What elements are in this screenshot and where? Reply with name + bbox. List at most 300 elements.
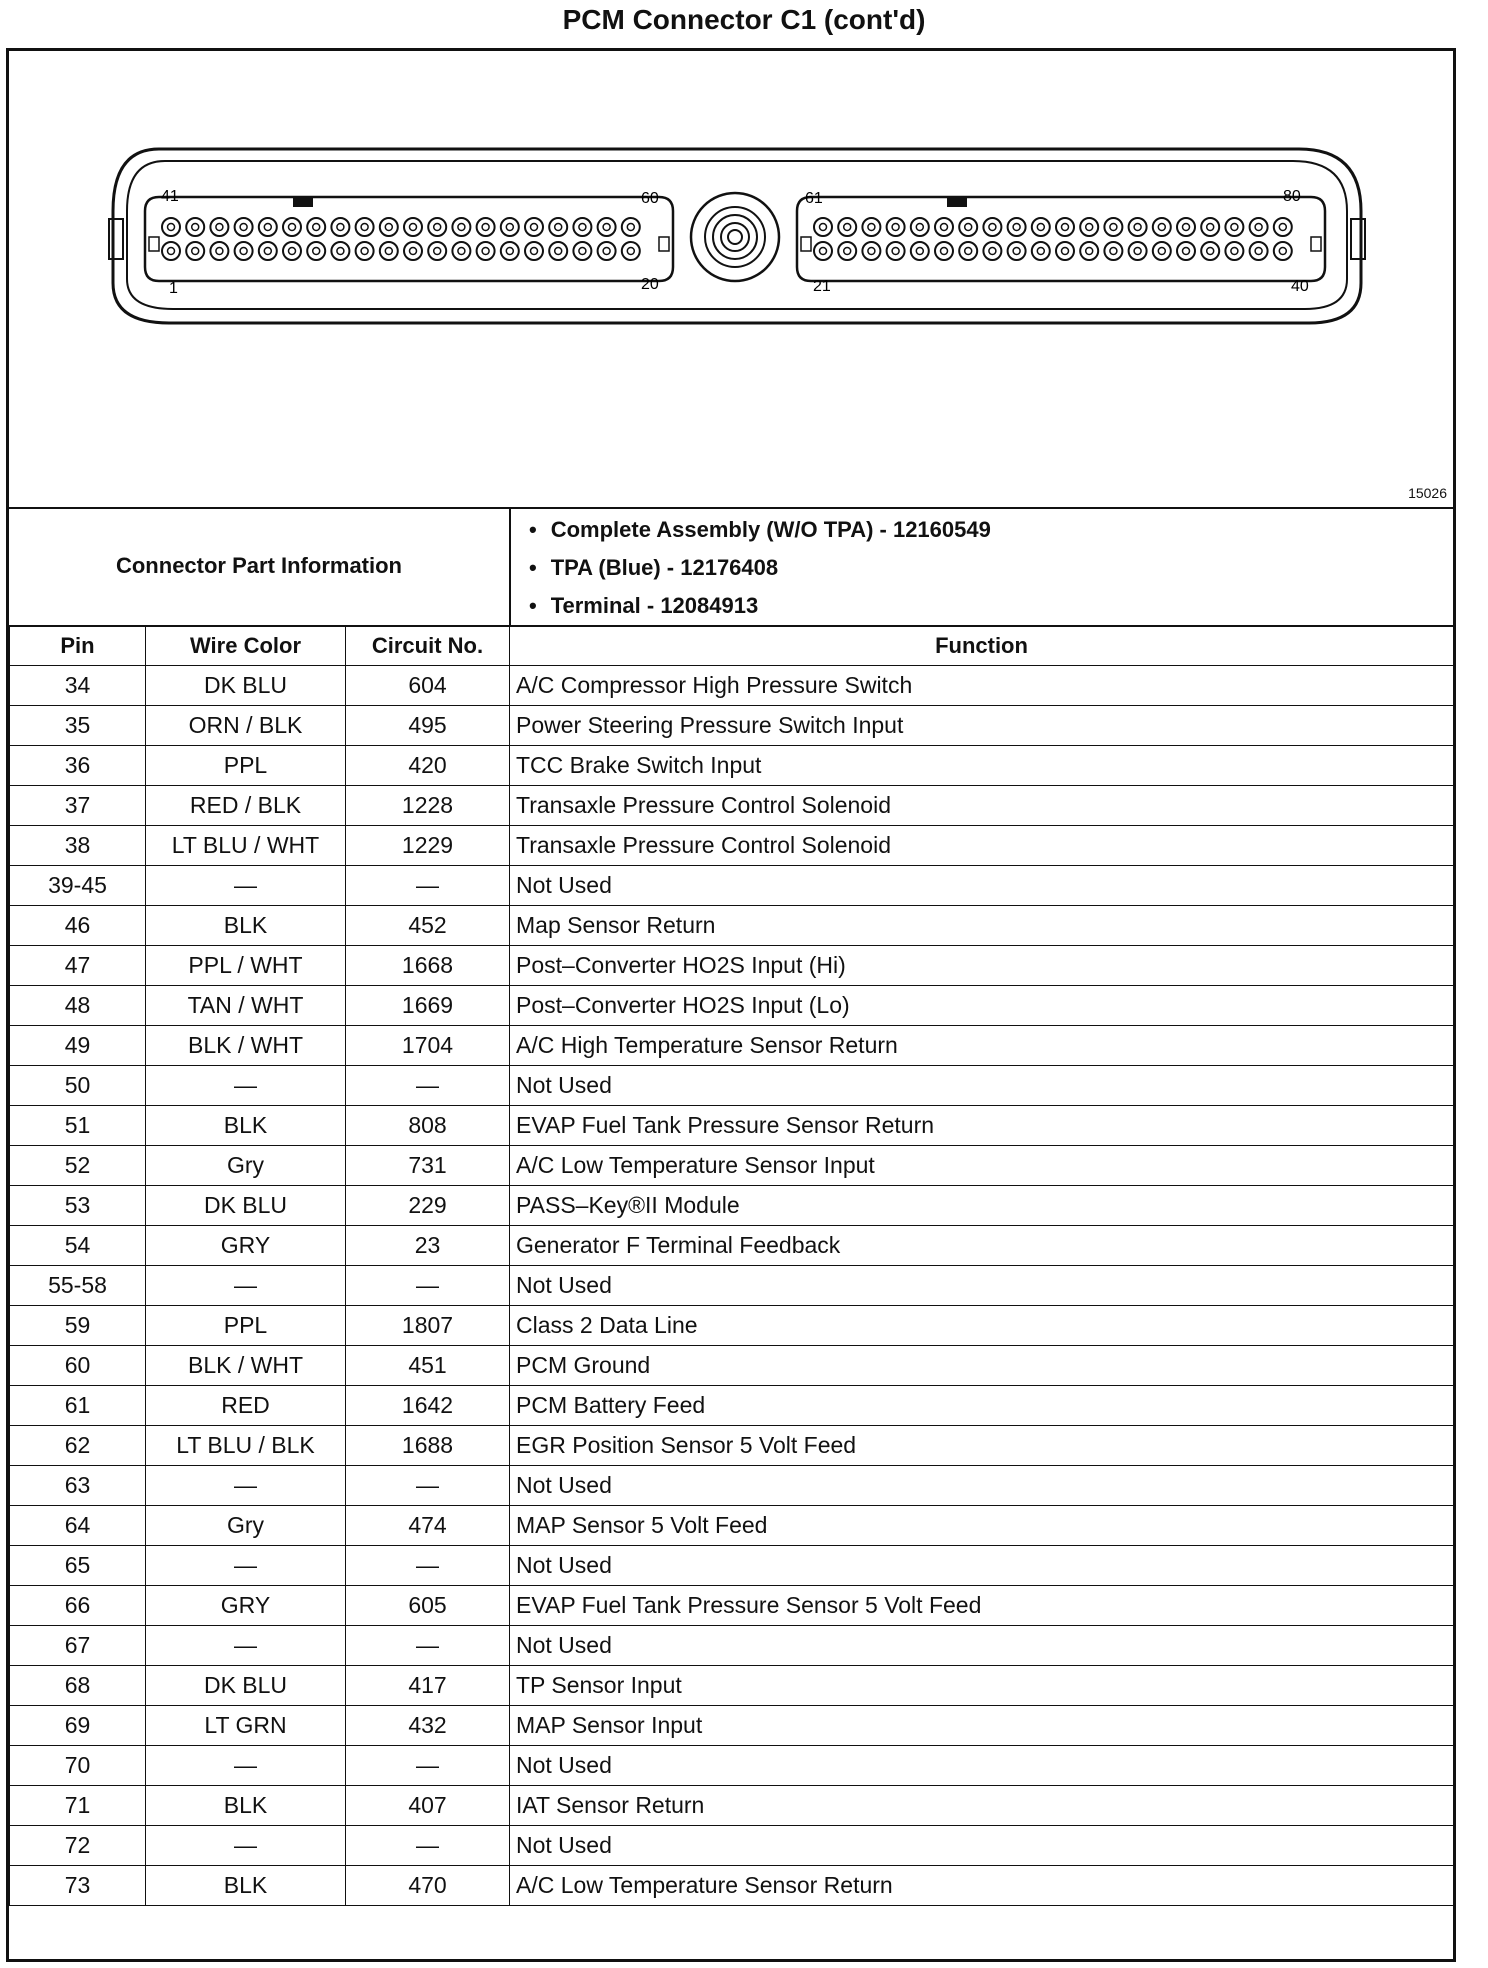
- terminal-cavity: [622, 242, 640, 260]
- pinout-table-body: [10, 666, 1454, 1906]
- table-row: [10, 1786, 1454, 1826]
- function-cell: Not Used: [510, 866, 1454, 906]
- terminal-cavity: [1104, 242, 1122, 260]
- wire-color-cell: BLK / WHT: [146, 1026, 346, 1066]
- terminal-cavity: [1225, 242, 1243, 260]
- circuit-cell: 1704: [346, 1026, 510, 1066]
- circuit-cell: 1688: [346, 1426, 510, 1466]
- terminal-cavity-inner: [289, 248, 296, 255]
- part-info-label: Connector Part Information: [9, 507, 511, 625]
- terminal-cavity: [404, 218, 422, 236]
- function-cell: EVAP Fuel Tank Pressure Sensor Return: [510, 1106, 1454, 1146]
- circuit-cell: 495: [346, 706, 510, 746]
- terminal-cavity: [598, 242, 616, 260]
- terminal-cavity: [862, 218, 880, 236]
- terminal-cavity-inner: [1037, 248, 1044, 255]
- function-cell: Post–Converter HO2S Input (Hi): [510, 946, 1454, 986]
- terminal-cavity: [283, 242, 301, 260]
- circuit-cell: 452: [346, 906, 510, 946]
- header-wire-color: Wire Color: [146, 626, 346, 666]
- wire-color-cell: —: [146, 1746, 346, 1786]
- terminal-cavity-inner: [1086, 248, 1093, 255]
- pin-cell: 71: [10, 1786, 146, 1826]
- terminal-cavity-inner: [410, 248, 417, 255]
- terminal-cavity: [428, 218, 446, 236]
- terminal-cavity: [911, 242, 929, 260]
- pin-cell: 73: [10, 1866, 146, 1906]
- part-info-item: • TPA (Blue) - 12176408: [529, 549, 991, 587]
- function-cell: Not Used: [510, 1466, 1454, 1506]
- connector-illustration: [9, 51, 1453, 507]
- terminal-cavity-inner: [240, 248, 247, 255]
- wire-color-cell: DK BLU: [146, 1186, 346, 1226]
- circuit-cell: 451: [346, 1346, 510, 1386]
- function-cell: Transaxle Pressure Control Solenoid: [510, 786, 1454, 826]
- terminal-cavity-inner: [844, 224, 851, 231]
- terminal-cavity: [1032, 218, 1050, 236]
- wire-color-cell: —: [146, 1266, 346, 1306]
- pin-label-61: 61: [805, 190, 823, 207]
- pin-cell: 59: [10, 1306, 146, 1346]
- circuit-cell: 604: [346, 666, 510, 706]
- table-header-row: [10, 626, 1454, 666]
- terminal-cavity-inner: [965, 224, 972, 231]
- table-row: [10, 1466, 1454, 1506]
- terminal-cavity-inner: [916, 224, 923, 231]
- table-row: [10, 666, 1454, 706]
- table-row: [10, 1066, 1454, 1106]
- circuit-cell: —: [346, 1066, 510, 1106]
- circuit-cell: 1229: [346, 826, 510, 866]
- pin-cell: 37: [10, 786, 146, 826]
- pin-cell: 72: [10, 1826, 146, 1866]
- terminal-cavity-inner: [337, 224, 344, 231]
- terminal-cavity-inner: [361, 248, 368, 255]
- terminal-cavity-inner: [1255, 248, 1262, 255]
- circuit-cell: 605: [346, 1586, 510, 1626]
- terminal-cavity: [501, 218, 519, 236]
- terminal-cavity-inner: [1134, 248, 1141, 255]
- terminal-cavity-inner: [989, 224, 996, 231]
- table-row: [10, 786, 1454, 826]
- circuit-cell: 1642: [346, 1386, 510, 1426]
- function-cell: A/C High Temperature Sensor Return: [510, 1026, 1454, 1066]
- table-row: [10, 1386, 1454, 1426]
- function-cell: Not Used: [510, 1826, 1454, 1866]
- pin-cell: 46: [10, 906, 146, 946]
- terminal-cavity-inner: [192, 224, 199, 231]
- circuit-cell: 731: [346, 1146, 510, 1186]
- terminal-cavity-inner: [482, 224, 489, 231]
- terminal-cavity-inner: [579, 248, 586, 255]
- terminal-cavity-inner: [555, 224, 562, 231]
- terminal-cavity: [1201, 242, 1219, 260]
- pin-cell: 66: [10, 1586, 146, 1626]
- function-cell: PCM Ground: [510, 1346, 1454, 1386]
- terminal-cavity: [911, 218, 929, 236]
- table-row: [10, 946, 1454, 986]
- table-row: [10, 1426, 1454, 1466]
- table-row: [10, 826, 1454, 866]
- pin-cell: 62: [10, 1426, 146, 1466]
- terminal-cavity-inner: [868, 248, 875, 255]
- terminal-cavity-inner: [1183, 248, 1190, 255]
- table-row: [10, 746, 1454, 786]
- wire-color-cell: GRY: [146, 1586, 346, 1626]
- terminal-cavity-inner: [820, 224, 827, 231]
- terminal-cavity: [814, 218, 832, 236]
- terminal-cavity: [1056, 242, 1074, 260]
- function-cell: PASS–Key®II Module: [510, 1186, 1454, 1226]
- terminal-cavity: [887, 218, 905, 236]
- terminal-cavity: [1080, 242, 1098, 260]
- pin-cell: 35: [10, 706, 146, 746]
- terminal-cavity: [935, 242, 953, 260]
- wire-color-cell: BLK: [146, 1106, 346, 1146]
- circuit-cell: —: [346, 1626, 510, 1666]
- table-row: [10, 1226, 1454, 1266]
- terminal-cavity-inner: [385, 224, 392, 231]
- circuit-cell: 1228: [346, 786, 510, 826]
- circuit-cell: —: [346, 1546, 510, 1586]
- function-cell: Not Used: [510, 1746, 1454, 1786]
- wire-color-cell: PPL / WHT: [146, 946, 346, 986]
- function-cell: Post–Converter HO2S Input (Lo): [510, 986, 1454, 1026]
- terminal-cavity: [959, 242, 977, 260]
- terminal-cavity-inner: [989, 248, 996, 255]
- terminal-cavity: [1032, 242, 1050, 260]
- table-row: [10, 1026, 1454, 1066]
- pin-cell: 39-45: [10, 866, 146, 906]
- part-info-item: • Terminal - 12084913: [529, 587, 991, 625]
- pin-cell: 52: [10, 1146, 146, 1186]
- terminal-cavity-inner: [168, 224, 175, 231]
- function-cell: IAT Sensor Return: [510, 1786, 1454, 1826]
- terminal-cavity: [573, 242, 591, 260]
- terminal-cavity-inner: [1158, 248, 1165, 255]
- terminal-cavity: [162, 218, 180, 236]
- terminal-cavity: [428, 242, 446, 260]
- circuit-cell: —: [346, 866, 510, 906]
- terminal-cavity-inner: [1231, 224, 1238, 231]
- connector-part-information: [9, 507, 1453, 627]
- table-row: [10, 1866, 1454, 1906]
- terminal-cavity: [356, 218, 374, 236]
- function-cell: Power Steering Pressure Switch Input: [510, 706, 1454, 746]
- table-row: [10, 1826, 1454, 1866]
- pin-cell: 67: [10, 1626, 146, 1666]
- terminal-cavity: [1177, 242, 1195, 260]
- terminal-cavity: [1274, 242, 1292, 260]
- function-cell: Generator F Terminal Feedback: [510, 1226, 1454, 1266]
- pin-label-20: 20: [641, 276, 659, 293]
- pin-label-60: 60: [641, 190, 659, 207]
- wire-color-cell: Gry: [146, 1506, 346, 1546]
- terminal-cavity-inner: [506, 248, 513, 255]
- terminal-cavity: [983, 242, 1001, 260]
- terminal-cavity: [404, 242, 422, 260]
- terminal-cavity-inner: [434, 224, 441, 231]
- pin-cell: 63: [10, 1466, 146, 1506]
- wire-color-cell: Gry: [146, 1146, 346, 1186]
- function-cell: Class 2 Data Line: [510, 1306, 1454, 1346]
- wire-color-cell: RED: [146, 1386, 346, 1426]
- terminal-cavity: [307, 242, 325, 260]
- terminal-cavity: [1104, 218, 1122, 236]
- terminal-cavity: [1080, 218, 1098, 236]
- circuit-cell: 420: [346, 746, 510, 786]
- terminal-cavity: [380, 218, 398, 236]
- terminal-cavity: [235, 242, 253, 260]
- terminal-cavity: [549, 218, 567, 236]
- terminal-cavity-inner: [1207, 248, 1214, 255]
- function-cell: A/C Compressor High Pressure Switch: [510, 666, 1454, 706]
- pin-cell: 47: [10, 946, 146, 986]
- terminal-cavity: [573, 218, 591, 236]
- terminal-cavity: [452, 242, 470, 260]
- terminal-cavity-inner: [603, 248, 610, 255]
- terminal-cavity-inner: [627, 224, 634, 231]
- pin-cell: 60: [10, 1346, 146, 1386]
- terminal-cavity: [283, 218, 301, 236]
- terminal-cavity-inner: [1158, 224, 1165, 231]
- part-info-item: • Complete Assembly (W/O TPA) - 12160549: [529, 511, 991, 549]
- terminal-cavities: [162, 218, 1292, 260]
- terminal-cavity-inner: [844, 248, 851, 255]
- pin-cell: 54: [10, 1226, 146, 1266]
- pin-cell: 50: [10, 1066, 146, 1106]
- terminal-cavity-inner: [579, 224, 586, 231]
- circuit-cell: —: [346, 1466, 510, 1506]
- terminal-cavity-inner: [965, 248, 972, 255]
- circuit-cell: —: [346, 1266, 510, 1306]
- terminal-cavity: [501, 242, 519, 260]
- terminal-cavity-inner: [313, 224, 320, 231]
- terminal-cavity-inner: [264, 224, 271, 231]
- wire-color-cell: PPL: [146, 746, 346, 786]
- terminal-cavity: [235, 218, 253, 236]
- terminal-cavity-inner: [482, 248, 489, 255]
- terminal-cavity: [838, 218, 856, 236]
- pin-label-21: 21: [813, 278, 831, 295]
- pin-cell: 34: [10, 666, 146, 706]
- pin-cell: 68: [10, 1666, 146, 1706]
- terminal-cavity: [1201, 218, 1219, 236]
- terminal-cavity-inner: [458, 224, 465, 231]
- function-cell: Transaxle Pressure Control Solenoid: [510, 826, 1454, 866]
- page-title: PCM Connector C1 (cont'd): [562, 4, 926, 35]
- terminal-cavity: [477, 218, 495, 236]
- terminal-cavity: [331, 218, 349, 236]
- wire-color-cell: —: [146, 1466, 346, 1506]
- terminal-cavity-inner: [1062, 248, 1069, 255]
- terminal-cavity-inner: [941, 248, 948, 255]
- function-cell: A/C Low Temperature Sensor Return: [510, 1866, 1454, 1906]
- table-row: [10, 706, 1454, 746]
- terminal-cavity: [1008, 242, 1026, 260]
- terminal-cavity-inner: [531, 248, 538, 255]
- wire-color-cell: BLK / WHT: [146, 1346, 346, 1386]
- wire-color-cell: DK BLU: [146, 1666, 346, 1706]
- function-cell: EVAP Fuel Tank Pressure Sensor 5 Volt Feed: [510, 1586, 1454, 1626]
- function-cell: Not Used: [510, 1266, 1454, 1306]
- pin-cell: 51: [10, 1106, 146, 1146]
- table-row: [10, 1546, 1454, 1586]
- circuit-cell: 229: [346, 1186, 510, 1226]
- function-cell: TP Sensor Input: [510, 1666, 1454, 1706]
- terminal-cavity-inner: [216, 248, 223, 255]
- function-cell: Not Used: [510, 1546, 1454, 1586]
- wire-color-cell: TAN / WHT: [146, 986, 346, 1026]
- circuit-cell: 1668: [346, 946, 510, 986]
- wire-color-cell: LT BLU / BLK: [146, 1426, 346, 1466]
- wire-color-cell: —: [146, 866, 346, 906]
- header-circuit-no: Circuit No.: [346, 626, 510, 666]
- table-row: [10, 1666, 1454, 1706]
- terminal-cavity: [356, 242, 374, 260]
- terminal-cavity-inner: [192, 248, 199, 255]
- table-row: [10, 1346, 1454, 1386]
- circuit-cell: —: [346, 1826, 510, 1866]
- terminal-cavity-inner: [1086, 224, 1093, 231]
- wire-color-cell: RED / BLK: [146, 786, 346, 826]
- terminal-cavity-inner: [1231, 248, 1238, 255]
- terminal-cavity-inner: [361, 224, 368, 231]
- circuit-cell: 470: [346, 1866, 510, 1906]
- terminal-cavity-inner: [603, 224, 610, 231]
- pin-cell: 64: [10, 1506, 146, 1546]
- circuit-cell: 1807: [346, 1306, 510, 1346]
- terminal-cavity: [983, 218, 1001, 236]
- terminal-cavity-inner: [1255, 224, 1262, 231]
- terminal-cavity: [1129, 242, 1147, 260]
- wire-color-cell: PPL: [146, 1306, 346, 1346]
- terminal-cavity-inner: [313, 248, 320, 255]
- pin-cell: 65: [10, 1546, 146, 1586]
- terminal-cavity-inner: [531, 224, 538, 231]
- terminal-cavity: [814, 242, 832, 260]
- circuit-cell: 808: [346, 1106, 510, 1146]
- terminal-cavity: [549, 242, 567, 260]
- pin-cell: 38: [10, 826, 146, 866]
- circuit-cell: 474: [346, 1506, 510, 1546]
- terminal-cavity-inner: [168, 248, 175, 255]
- terminal-cavity-inner: [1062, 224, 1069, 231]
- terminal-cavity-inner: [216, 224, 223, 231]
- wire-color-cell: GRY: [146, 1226, 346, 1266]
- terminal-cavity: [210, 218, 228, 236]
- terminal-cavity: [210, 242, 228, 260]
- header-function: Function: [510, 626, 1454, 666]
- circuit-cell: 407: [346, 1786, 510, 1826]
- terminal-cavity: [331, 242, 349, 260]
- terminal-cavity: [1129, 218, 1147, 236]
- table-row: [10, 1306, 1454, 1346]
- pin-label-1: 1: [169, 280, 178, 297]
- terminal-cavity: [598, 218, 616, 236]
- terminal-cavity: [477, 242, 495, 260]
- terminal-cavity-inner: [1110, 224, 1117, 231]
- terminal-cavity: [525, 218, 543, 236]
- terminal-cavity-inner: [506, 224, 513, 231]
- wire-color-cell: BLK: [146, 906, 346, 946]
- terminal-cavity-inner: [1110, 248, 1117, 255]
- terminal-cavity: [935, 218, 953, 236]
- terminal-cavity: [307, 218, 325, 236]
- pin-cell: 48: [10, 986, 146, 1026]
- terminal-cavity-inner: [627, 248, 634, 255]
- pin-label-41: 41: [161, 188, 179, 205]
- table-row: [10, 906, 1454, 946]
- circuit-cell: 432: [346, 1706, 510, 1746]
- circuit-cell: 23: [346, 1226, 510, 1266]
- table-row: [10, 986, 1454, 1026]
- terminal-cavity-inner: [555, 248, 562, 255]
- circuit-cell: 417: [346, 1666, 510, 1706]
- table-row: [10, 1266, 1454, 1306]
- terminal-cavity-inner: [1013, 248, 1020, 255]
- terminal-cavity: [887, 242, 905, 260]
- pin-cell: 69: [10, 1706, 146, 1746]
- terminal-cavity-inner: [410, 224, 417, 231]
- table-row: [10, 1506, 1454, 1546]
- terminal-cavity-inner: [264, 248, 271, 255]
- terminal-cavity-inner: [941, 224, 948, 231]
- function-cell: EGR Position Sensor 5 Volt Feed: [510, 1426, 1454, 1466]
- terminal-cavity: [525, 242, 543, 260]
- terminal-cavity-inner: [289, 224, 296, 231]
- terminal-cavity-inner: [1134, 224, 1141, 231]
- table-row: [10, 1706, 1454, 1746]
- wire-color-cell: —: [146, 1826, 346, 1866]
- pin-cell: 36: [10, 746, 146, 786]
- terminal-cavity-inner: [1207, 224, 1214, 231]
- table-row: [10, 1586, 1454, 1626]
- terminal-cavity-inner: [240, 224, 247, 231]
- wire-color-cell: —: [146, 1546, 346, 1586]
- wire-color-cell: DK BLU: [146, 666, 346, 706]
- circuit-cell: —: [346, 1746, 510, 1786]
- terminal-cavity: [1250, 218, 1268, 236]
- table-row: [10, 1146, 1454, 1186]
- figure-code: 15026: [1408, 485, 1447, 501]
- terminal-cavity-inner: [337, 248, 344, 255]
- wire-color-cell: ORN / BLK: [146, 706, 346, 746]
- terminal-cavity: [1274, 218, 1292, 236]
- terminal-cavity-inner: [458, 248, 465, 255]
- circuit-cell: 1669: [346, 986, 510, 1026]
- terminal-cavity: [1008, 218, 1026, 236]
- pin-cell: 61: [10, 1386, 146, 1426]
- connector-sheet: [6, 48, 1456, 1962]
- connector-diagram: [9, 51, 1453, 509]
- table-row: [10, 1746, 1454, 1786]
- pin-cell: 70: [10, 1746, 146, 1786]
- terminal-cavity: [1225, 218, 1243, 236]
- pin-label-80: 80: [1283, 188, 1301, 205]
- terminal-cavity-inner: [1183, 224, 1190, 231]
- pin-label-40: 40: [1291, 278, 1309, 295]
- function-cell: TCC Brake Switch Input: [510, 746, 1454, 786]
- terminal-cavity: [1177, 218, 1195, 236]
- terminal-cavity: [1250, 242, 1268, 260]
- terminal-cavity-inner: [916, 248, 923, 255]
- wire-color-cell: BLK: [146, 1866, 346, 1906]
- table-row: [10, 1106, 1454, 1146]
- terminal-cavity: [1153, 218, 1171, 236]
- function-cell: Map Sensor Return: [510, 906, 1454, 946]
- function-cell: Not Used: [510, 1066, 1454, 1106]
